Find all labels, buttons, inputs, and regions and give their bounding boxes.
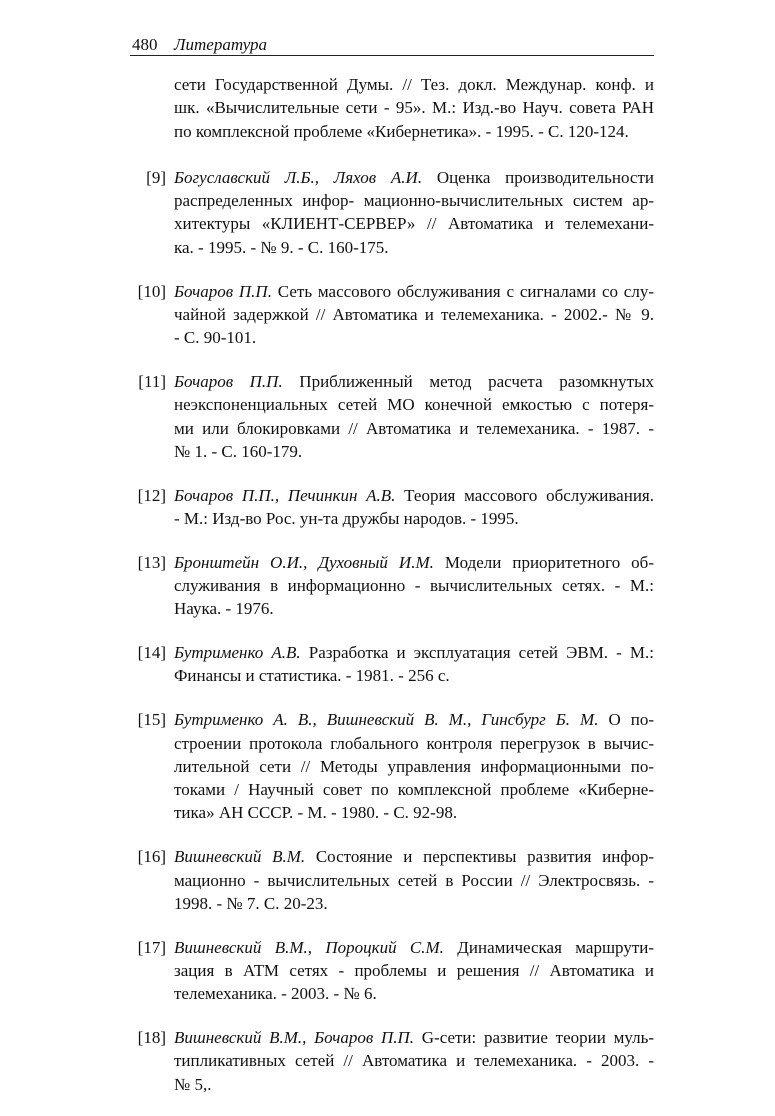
- ref-line: лительной сети // Методы управления информационными по-: [174, 756, 654, 776]
- ref-line: ми или блокировками // Автоматика и телемеханика. - 1987. -: [174, 418, 654, 438]
- reference-item: [130, 1026, 654, 1096]
- ref-line: [174, 708, 654, 731]
- reference-authors: Бутрименко А. В., Вишневский В. М., Гинсбург Б. М.: [174, 710, 599, 730]
- ref-line: - М.: Изд-во Рос. ун-та дружбы народов. - 1995.: [174, 508, 519, 528]
- reference-item: [130, 708, 654, 824]
- reference-list: [130, 73, 654, 1116]
- reference-title-start: Оценка производительности: [436, 167, 654, 187]
- reference-authors: Бочаров П.П., Печинкин А.В.: [174, 485, 396, 505]
- ref-line: [174, 551, 654, 574]
- reference-number: [13]: [137, 552, 166, 572]
- ref-line: служивания в информационно - вычислительных сетях. - М.:: [174, 576, 654, 596]
- reference-number: [9]: [146, 167, 166, 187]
- ref-line: № 5,.: [174, 1074, 212, 1094]
- reference-number: [15]: [137, 710, 166, 730]
- ref-line: зация в АТМ сетях - проблемы и решения // Автоматика и: [174, 960, 654, 980]
- ref-line: телемеханика. - 2003. - № 6.: [174, 984, 377, 1004]
- ref-line: [174, 641, 654, 664]
- ref-line: мационно - вычислительных сетей в России // Электросвязь. -: [174, 870, 654, 890]
- reference-title-start: G-сети: развитие теории муль-: [421, 1028, 654, 1047]
- reference-authors: Бочаров П.П.: [174, 281, 272, 301]
- reference-item: [130, 551, 654, 621]
- ref-line: распределенных инфор- мационно-вычислительных систем ар-: [174, 191, 654, 211]
- reference-continuation: [130, 73, 654, 143]
- reference-number: [18]: [137, 1028, 166, 1047]
- ref-line: Финансы и статистика. - 1981. - 256 с.: [174, 666, 450, 686]
- ref-line: [174, 166, 654, 189]
- ref-line: [174, 845, 654, 868]
- page-header: [130, 33, 654, 56]
- ref-line: - С. 90-101.: [174, 328, 257, 348]
- reference-title-start: Динамическая маршрути-: [457, 937, 655, 957]
- ref-line: по комплексной проблеме «Кибернетика». - 1995. - С. 120-124.: [174, 121, 629, 141]
- ref-line: шк. «Вычислительные сети - 95». М.: Изд.-во Науч. совета РАН: [174, 98, 654, 118]
- ref-line: Наука. - 1976.: [174, 599, 274, 619]
- ref-line: неэкспоненциальных сетей МО конечной емкостью с потеря-: [174, 395, 654, 415]
- ref-line: [174, 280, 654, 303]
- reference-number: [17]: [137, 937, 166, 957]
- reference-item: [130, 166, 654, 259]
- reference-title-start: Разработка и эксплуатация сетей ЭВМ. - М.:: [308, 643, 655, 663]
- ref-line: ка. - 1995. - № 9. - С. 160-175.: [174, 237, 389, 257]
- reference-item: [130, 641, 654, 688]
- reference-item: [130, 484, 654, 531]
- reference-authors: Вишневский В.М., Пороцкий С.М.: [174, 937, 444, 957]
- reference-authors: Богуславский Л.Б., Ляхов А.И.: [174, 167, 423, 187]
- reference-item: [130, 845, 654, 915]
- ref-line: хитектуры «КЛИЕНТ-СЕРВЕР» // Автоматика и телемехани-: [174, 214, 654, 234]
- reference-title-start: Приближенный метод расчета разомкнутых: [299, 371, 654, 391]
- reference-title-start: Сеть массового обслуживания с сигналами со слу-: [277, 281, 654, 301]
- ref-line: типликативных сетей // Автоматика и телемеханика. - 2003. -: [174, 1051, 654, 1071]
- ref-line: 1998. - № 7. С. 20-23.: [174, 893, 328, 913]
- reference-authors: Бутрименко А.В.: [174, 643, 301, 663]
- ref-line: сети Государственной Думы. // Тез. докл. Междунар. конф. и: [174, 75, 654, 94]
- reference-item: [130, 280, 654, 350]
- reference-item: [130, 370, 654, 463]
- reference-number: [16]: [137, 847, 166, 867]
- ref-line: [174, 370, 654, 393]
- reference-authors: Вишневский В.М., Бочаров П.П.: [174, 1028, 414, 1047]
- reference-title-start: Состояние и перспективы развития инфор-: [315, 847, 655, 867]
- reference-authors: Бронштейн О.И., Духовный И.М.: [174, 552, 434, 572]
- reference-number: [11]: [138, 371, 166, 391]
- running-head: Литература: [174, 35, 268, 54]
- reference-title-start: Модели приоритетного об-: [444, 552, 654, 572]
- ref-line: чайной задержкой // Автоматика и телемеханика. - 2002.- № 9.: [174, 304, 654, 324]
- page-number: 480: [132, 35, 158, 54]
- reference-number: [14]: [137, 643, 166, 663]
- reference-authors: Вишневский В.М.: [174, 847, 306, 867]
- ref-line: строении протокола глобального контроля перегрузок в вычис-: [174, 733, 654, 753]
- ref-line: тика» АН СССР. - М. - 1980. - С. 92-98.: [174, 803, 458, 823]
- reference-number: [12]: [137, 485, 166, 505]
- reference-item: [130, 936, 654, 1006]
- reference-title-start: О по-: [608, 710, 654, 730]
- reference-number: [10]: [137, 281, 166, 301]
- ref-line: [174, 484, 654, 507]
- ref-line: № 1. - С. 160-179.: [174, 441, 303, 461]
- reference-authors: Бочаров П.П.: [174, 371, 283, 391]
- reference-title-start: Теория массового обслуживания.: [404, 485, 654, 505]
- ref-line: [174, 936, 654, 959]
- ref-line: токами / Научный совет по комплексной проблеме «Киберне-: [174, 780, 654, 800]
- ref-line: [174, 1026, 654, 1049]
